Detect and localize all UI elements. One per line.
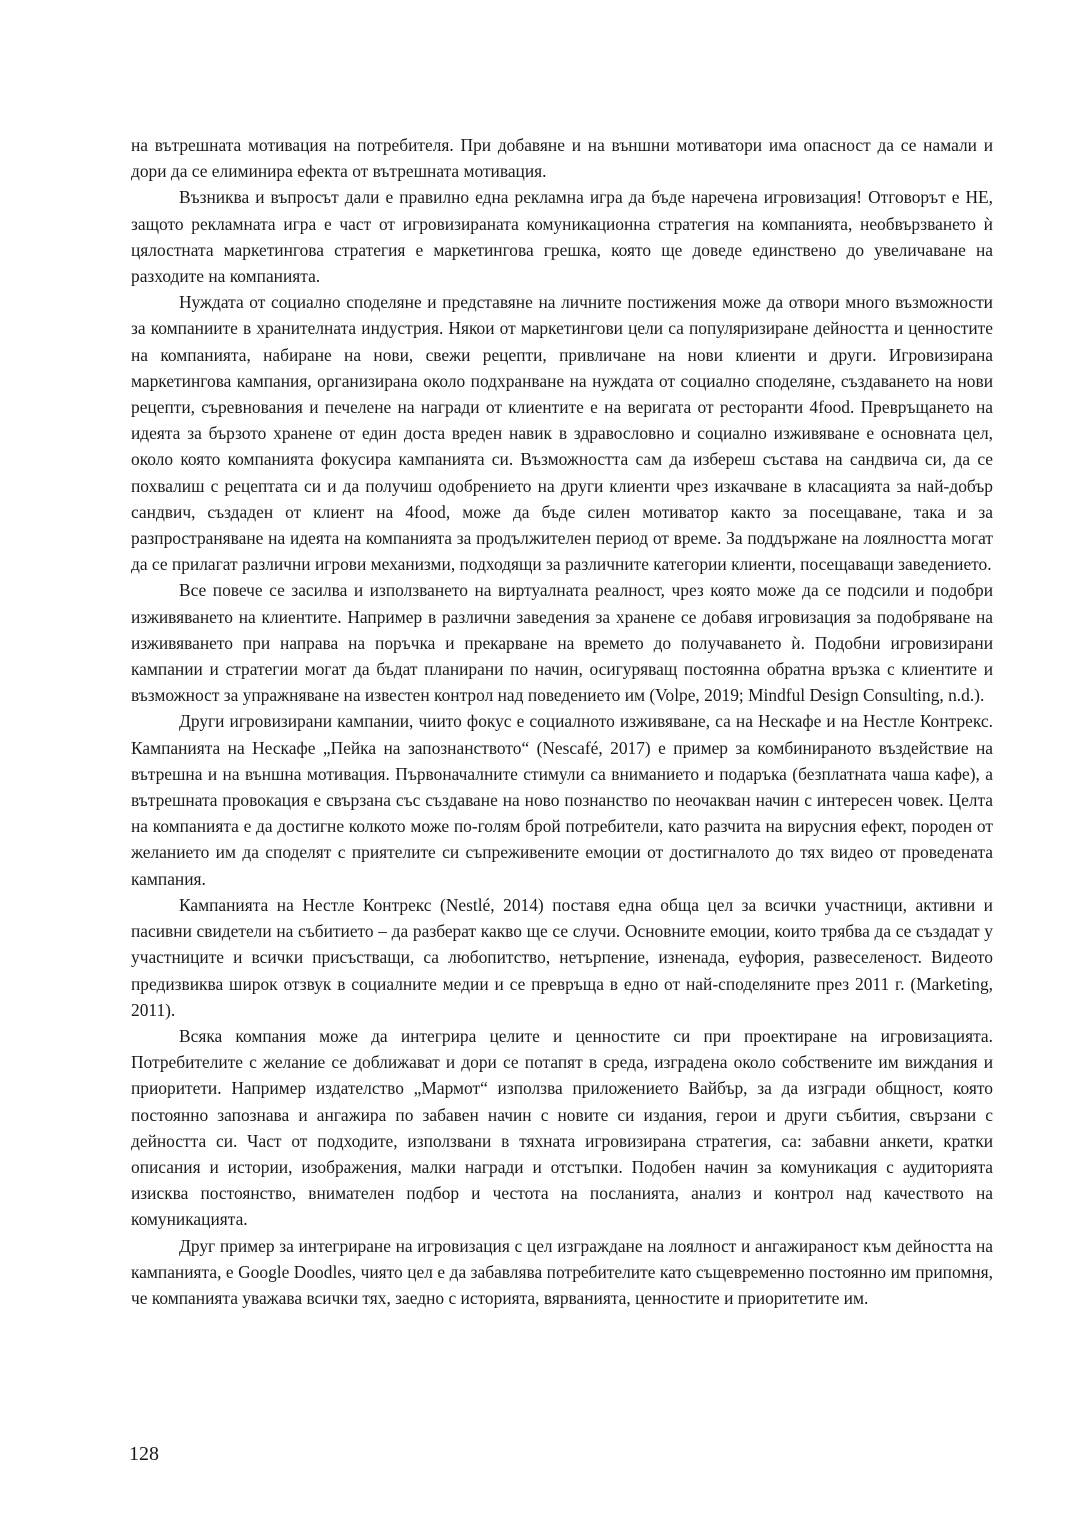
paragraph-nescafe-campaign: Други игровизирани кампании, чиито фокус е социалното изживяване, са на Нескафе и на Нестле Контрекс. Кампанията на Нескафе „Пейка на запознанството“ (Nescafé, 2017) е пример за комбинираното въздействие на вътрешна и на външна мотивация. Първоначалните стимули са вниманието и подаръка (безплатната чаша кафе), а вътрешната провокация е свързана със създаване на ново познанство по неочакван начин с интересен човек. Целта на компанията е да достигне колкото може по-голям брой потребители, като разчита на вирусния ефект, породен от желанието им да споделят с приятелите си съпреживените емоции от достигналото до тях видео от проведената кампания.: [131, 711, 993, 889]
paragraph-4food-campaign: Нуждата от социално споделяне и представяне на личните постижения може да отвори много възможности за компаниите в хранителната индустрия. Някои от маркетингови цели са популяризиране дейността и ценностите на компанията, набиране на нови, свежи рецепти, привличане на нови клиенти и други. Игровизирана маркетингова кампания, организирана около подхранване на нуждата от социално споделяне, създаването на нови рецепти, съревнования и печелене на награди от клиентите е на веригата от ресторанти 4food. Превръщането на идеята за бързото хранене от един доста вреден навик в здравословно и социално изживяване е основната цел, около която компанията фокусира кампанията си. Възможността сам да избереш състава на сандвича си, да се похвалиш с рецептата си и да получиш одобрението на други клиенти чрез изкачване в класацията за най-добър сандвич, създаден от клиент на 4food, може да бъде силен мотиватор както за посещаване, така и за разпространяване на идеята на компанията за продължителен период от време. За поддържане на лоялността могат да се прилагат различни игрови механизми, подходящи за различните категории клиенти, посещаващи заведението.: [131, 292, 993, 575]
paragraph-contrex-campaign: Кампанията на Нестле Контрекс (Nestlé, 2014) поставя една обща цел за всички участници, активни и пасивни свидетели на събитието – да разберат какво ще се случи. Основните емоции, които трябва да се създадат у участниците и всички присъстващи, са любопитство, нетърпение, изненада, еуфория, развеселеност. Видеото предизвиква широк отзвук в социалните медии и се превръща в едно от най-споделяните през 2011 г. (Marketing, 2011).: [131, 894, 993, 1020]
paragraph-virtual-reality: Все повече се засилва и използването на виртуалната реалност, чрез която може да се подсили и подобри изживяването на клиентите. Например в различни заведения за хранене се добавя игровизация за подобряване на изживяването при направа на поръчка и прекарване на времето до получаването ѝ. Подобни игровизирани кампании и стратегии могат да бъдат планирани по начин, осигуряващ постоянна обратна връзка с клиентите и възможност за упражняване на известен контрол над поведението им (Volpe, 2019; Mindful Design Consulting, n.d.).: [131, 580, 993, 706]
paragraph-marmot-publisher: Всяка компания може да интегрира целите и ценностите си при проектиране на игровизацията. Потребителите с желание се доближават и дори се потапят в среда, изградена около собствените им виждания и приоритети. Например издателство „Мармот“ използва приложението Вайбър, за да изгради общност, която постоянно запознава и ангажира по забавен начин с новите си издания, герои и други събития, свързани с дейността си. Част от подходите, използвани в тяхната игровизирана стратегия, са: забавни анкети, кратки описания и истории, изображения, малки награди и отстъпки. Подобен начин за комуникация с аудиторията изисква постоянство, внимателен подбор и честота на посланията, анализ и контрол над качеството на комуникацията.: [131, 1025, 993, 1230]
page-number: 128: [129, 1443, 159, 1465]
page-body: [131, 132, 993, 1311]
paragraph-google-doodles: Друг пример за интегриране на игровизация с цел изграждане на лоялност и ангажираност към дейността на кампанията, е Google Doodles, чиято цел е да забавлява потребителите като същевременно постоянно им припомня, че компанията уважава всички тях, заедно с историята, вярванията, ценностите и приоритетите им.: [131, 1235, 993, 1308]
paragraph-advertising-game: Възниква и въпросът дали е правилно една рекламна игра да бъде наречена игровизация! Отговорът е НЕ, защото рекламната игра е част от игровизираната комуникационна стратегия на компанията, необвързването ѝ цялостната маркетингова стратегия е маркетингова грешка, която ще доведе единствено до увеличаване на разходите на компанията.: [131, 187, 993, 287]
paragraph-intro-continuation: на вътрешната мотивация на потребителя. При добавяне и на външни мотиватори има опасност да се намали и дори да се елиминира ефекта от вътрешната мотивация.: [131, 135, 993, 182]
